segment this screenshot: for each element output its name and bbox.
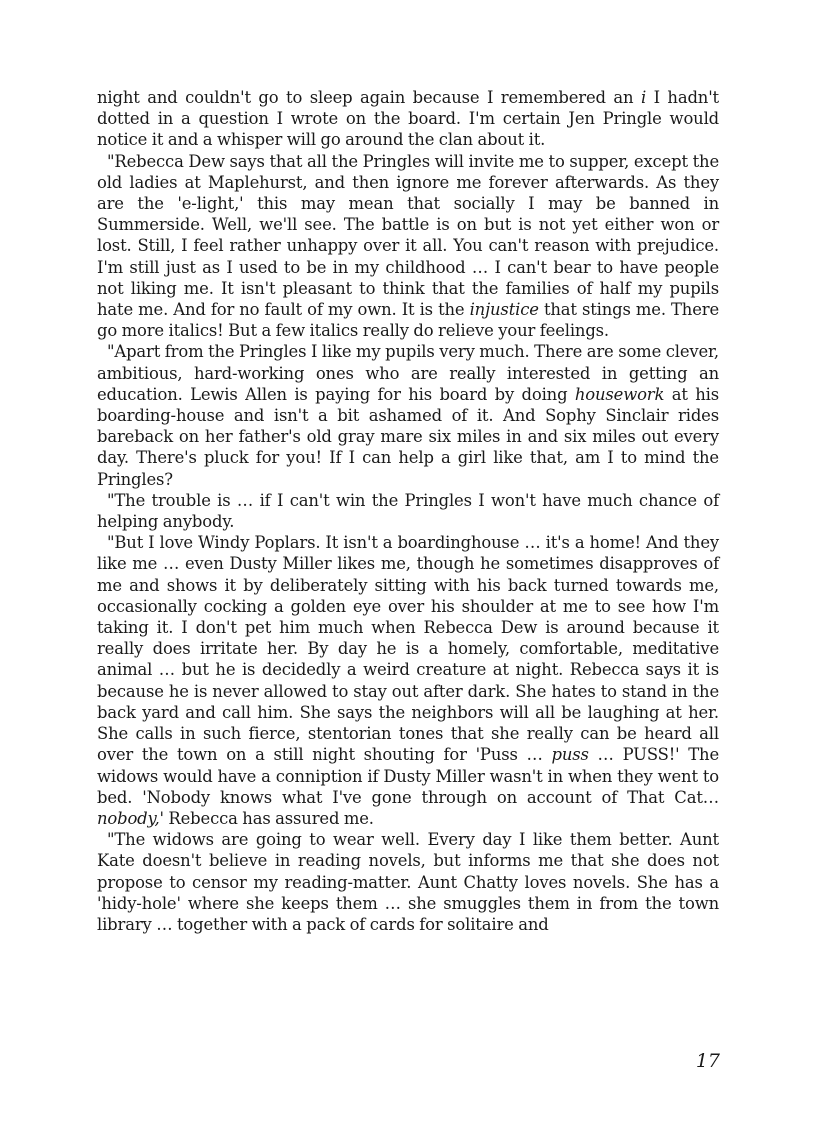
- text-run: that stings me. There go more italics! But a few italics really do relieve your feelings.: [97, 300, 719, 341]
- paragraph: [97, 87, 719, 151]
- italic-run: i: [640, 88, 647, 107]
- paragraph: [97, 341, 719, 489]
- text-run: "Apart from the Pringles I like my pupils very much. There are some clever, ambitious, hard-working ones who are really interested in getting an education. Lewis Allen is paying for his board by doing: [97, 342, 719, 404]
- text-run: "The widows are going to wear well. Every day I like them better. Aunt Kate doesn't believe in reading novels, but informs me that she does not propose to censor my reading-matter. Aunt Chatty loves novels. She has a 'hidy-hole' where she keeps them … she smuggles them in from the town library … together with a pack of cards for solitaire and: [97, 830, 719, 934]
- paragraph: [97, 151, 719, 342]
- italic-run: injustice: [469, 300, 539, 320]
- text-run: I hadn't dotted in a question I wrote on the board. I'm certain Jen Pringle would notice it and a whisper will go around the clan about it.: [97, 88, 719, 150]
- paragraph: [97, 490, 719, 532]
- italic-run: housework: [574, 384, 665, 404]
- text-run: night and couldn't go to sleep again because I remembered an: [97, 88, 641, 107]
- text-run: at his boarding-house and isn't a bit ashamed of it. And Sophy Sinclair rides bareback on her father's old gray mare six miles in and six miles out every day. There's pluck for you! If I can help a girl like that, am I to mind the Pringles?: [97, 384, 719, 489]
- text-run: "Rebecca Dew says that all the Pringles will invite me to supper, except the old ladies at Maplehurst, and then ignore me forever afterwards. As they are the 'e-light,' this may mean that socially I may be banned in Summerside. Well, we'll see. The battle is on but is not yet either won or lost. Still, I feel rather unhappy over it all. You can't reason with prejudice. I'm still just as I used to be in my childhood … I can't bear to have people not liking me. It isn't pleasant to think that the families of half my pupils hate me. And for no fault of my own. It is the: [97, 151, 719, 320]
- page-number: 17: [695, 1050, 720, 1072]
- page-body: [97, 87, 719, 935]
- text-run: "The trouble is … if I can't win the Pringles I won't have much chance of helping anybody.: [97, 490, 719, 532]
- text-run: Rebecca has assured me.: [163, 808, 374, 828]
- paragraph: [97, 829, 719, 935]
- text-run: "But I love Windy Poplars. It isn't a boardinghouse … it's a home! And they like me … even Dusty Miller likes me, though he sometimes disapproves of me and shows it by deliberately sitting with his back turned towards me, occasionally cocking a golden eye over his shoulder at me to see how I'm taking it. I don't pet him much when Rebecca Dew is around because it really does irritate her. By day he is a homely, comfortable, meditative animal … but he is decidedly a weird creature at night. Rebecca says it is because he is never allowed to stay out after dark. She hates to stand in the back yard and call him. She says the neighbors will all be laughing at her. She calls in such fierce, stentorian tones that she really can be heard all over the town on a still night shouting for 'Puss …: [97, 533, 719, 765]
- text-run: … PUSS!' The widows would have a conniption if Dusty Miller wasn't in when they went to bed. 'Nobody knows what I've gone through on account of That Cat…: [97, 745, 719, 807]
- italic-run: nobody,': [97, 808, 164, 828]
- italic-run: puss: [551, 745, 589, 765]
- paragraph: [97, 532, 719, 829]
